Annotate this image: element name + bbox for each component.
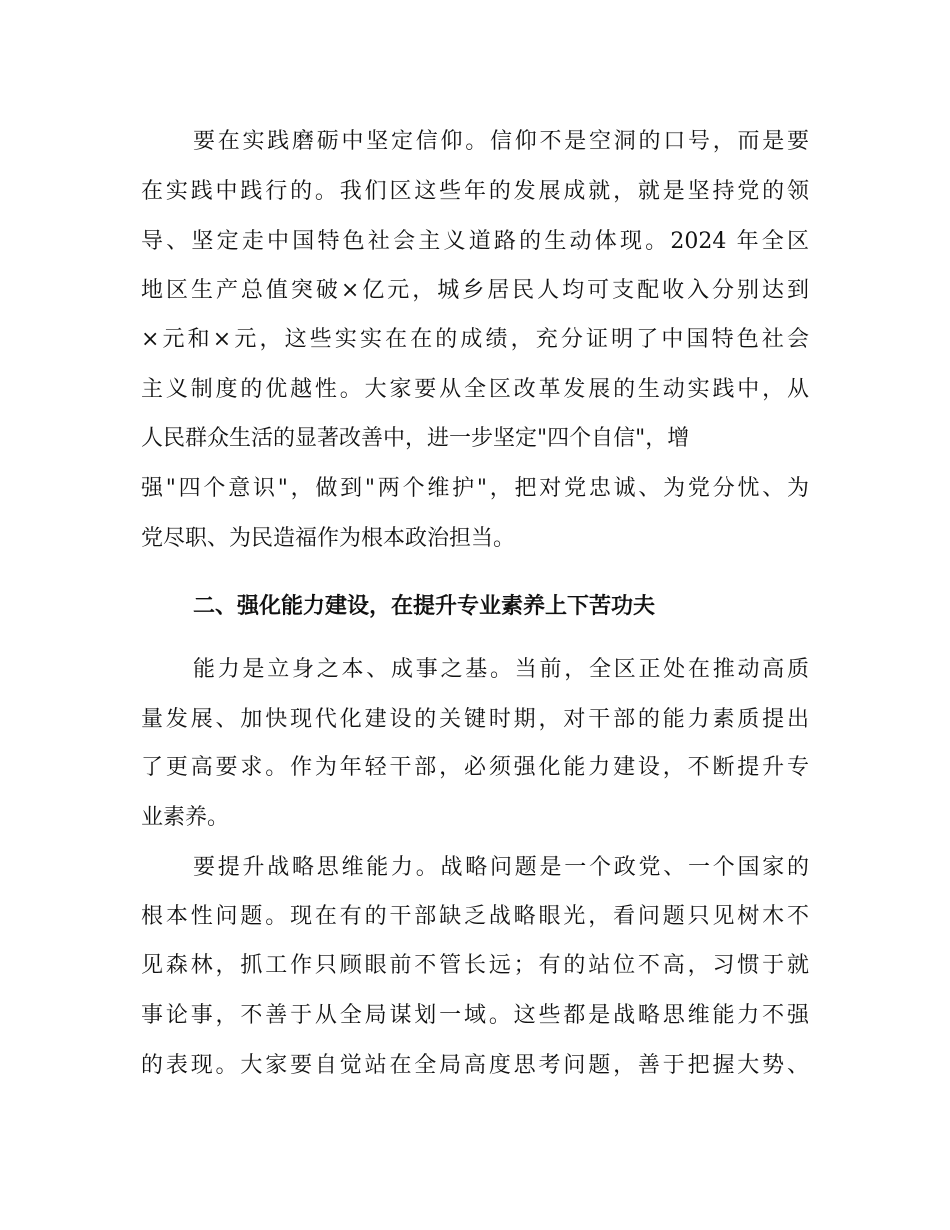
section-heading: 二、强化能力建设，在提升专业素养上下苦功夫 [193, 594, 656, 619]
text-line: 人民群众生活的显著改善中，进一步坚定"四个自信"，增 [141, 426, 690, 451]
text-line: 量发展、加快现代化建设的关键时期，对干部的能力素质提出 [141, 707, 809, 732]
text-line: 的表现。大家要自觉站在全局高度思考问题，善于把握大势、 [141, 1053, 809, 1078]
text-line: 了更高要求。作为年轻干部，必须强化能力建设，不断提升专 [141, 755, 809, 780]
text-line: 事论事，不善于从全局谋划一域。这些都是战略思维能力不强 [141, 1003, 809, 1028]
text-line: 能力是立身之本、成事之基。当前，全区正处在推动高质 [193, 657, 809, 682]
text-line: 地区生产总值突破×亿元，城乡居民人均可支配收入分别达到 [141, 278, 809, 303]
text-line: 要提升战略思维能力。战略问题是一个政党、一个国家的 [193, 855, 809, 880]
text-line: ×元和×元，这些实实在在的成绩，充分证明了中国特色社会 [141, 327, 809, 352]
text-line: 主义制度的优越性。大家要从全区改革发展的生动实践中，从 [141, 377, 809, 402]
text-line: 见森林，抓工作只顾眼前不管长远；有的站位不高，习惯于就 [141, 953, 809, 978]
text-line: 在实践中践行的。我们区这些年的发展成就，就是坚持党的领 [141, 179, 809, 204]
text-line: 党尽职、为民造福作为根本政治担当。 [141, 526, 516, 551]
text-line: 根本性问题。现在有的干部缺乏战略眼光，看问题只见树木不 [141, 904, 809, 929]
text-line: 导、坚定走中国特色社会主义道路的生动体现。2024 年全区 [141, 229, 809, 254]
text-line: 强"四个意识"，做到"两个维护"，把对党忠诚、为党分忧、为 [141, 476, 809, 501]
text-line: 要在实践磨砺中坚定信仰。信仰不是空洞的口号，而是要 [193, 129, 809, 154]
text-line: 业素养。 [141, 805, 230, 830]
